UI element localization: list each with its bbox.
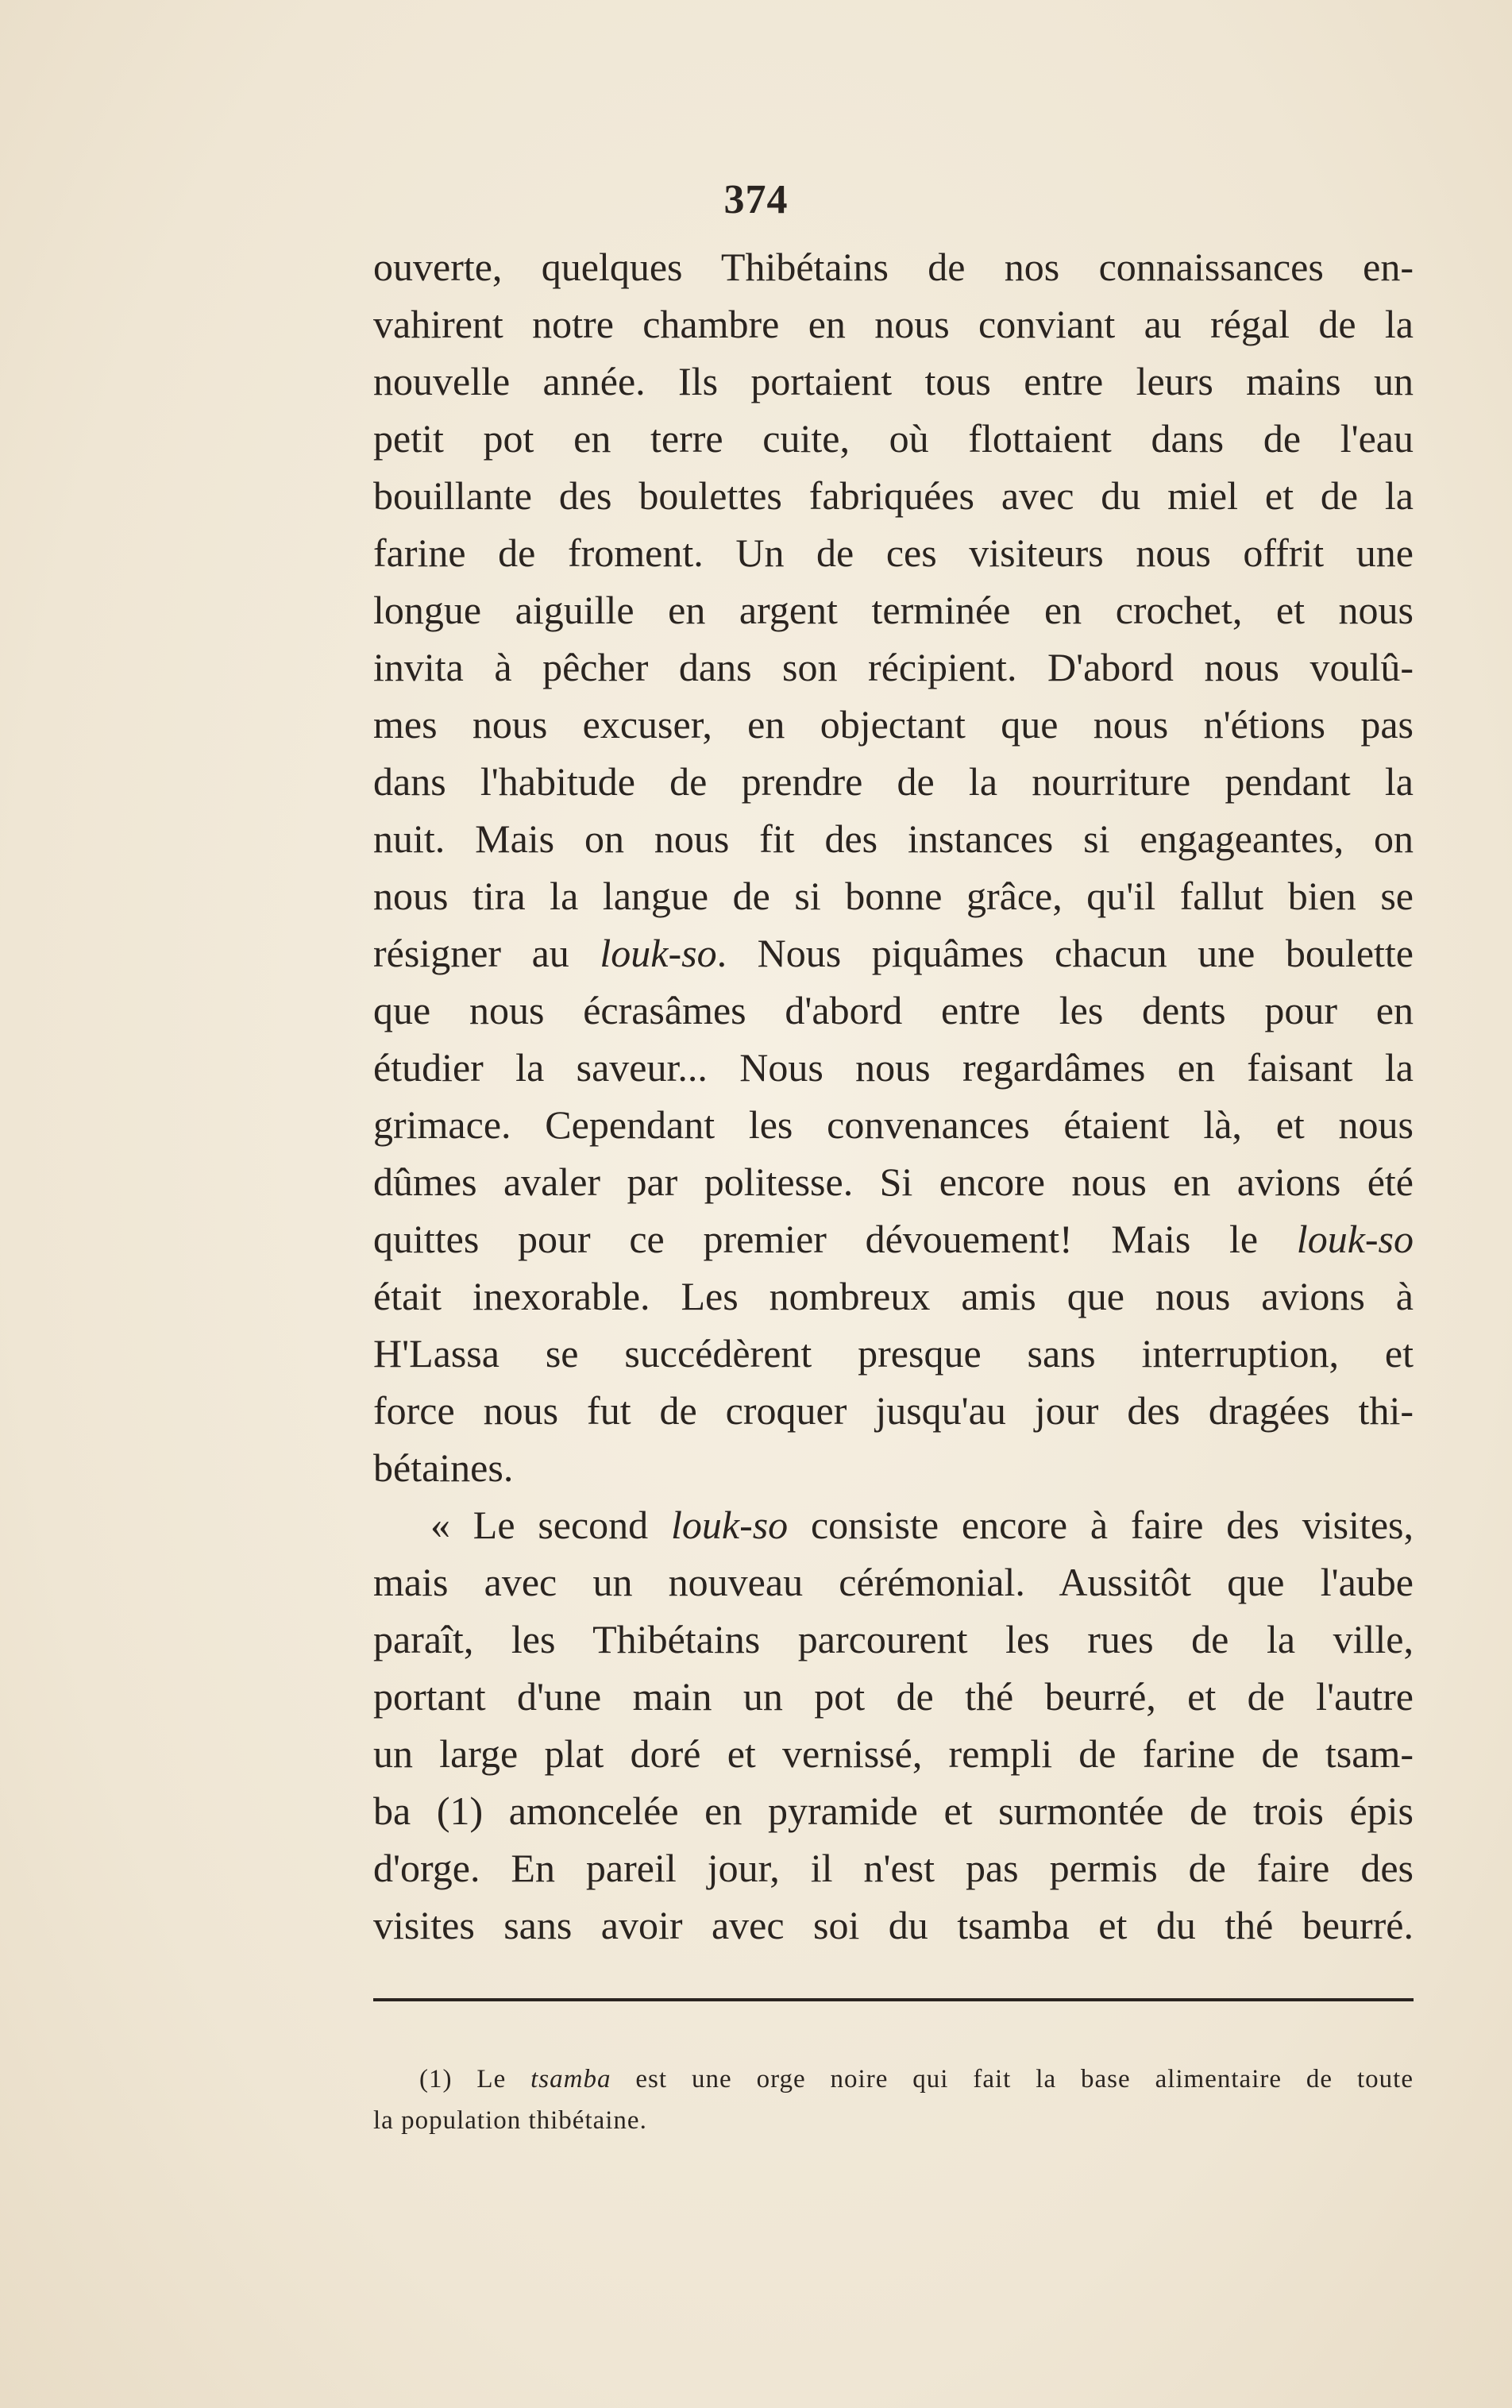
text-line: bouillante des boulettes fabriquées avec du miel et de la xyxy=(373,473,1414,518)
text-line xyxy=(373,924,1414,982)
text-line: H'Lassa se succédèrent presque sans interruption, et xyxy=(373,1331,1414,1376)
text-line: invita à pêcher dans son récipient. D'abord nous voulû- xyxy=(373,645,1414,689)
text-run: « Le second xyxy=(430,1503,671,1547)
italic-term: louk-so xyxy=(670,1503,789,1547)
text-run: (1) Le xyxy=(419,2065,531,2093)
footnote-divider xyxy=(373,1998,1414,2001)
text-line: nouvelle année. Ils portaient tous entre leurs mains un xyxy=(373,359,1414,403)
text-line: mais avec un nouveau cérémonial. Aussitôt que l'aube xyxy=(373,1560,1414,1604)
text-line: bétaines. xyxy=(373,1445,514,1490)
text-line: force nous fut de croquer jusqu'au jour des dragées thi- xyxy=(373,1388,1414,1433)
text-run: quittes pour ce premier dévouement! Mais le xyxy=(373,1217,1297,1261)
footnote xyxy=(373,2059,1414,2141)
text-run: résigner au xyxy=(373,931,600,975)
text-run: consiste encore à faire des visites, xyxy=(788,1503,1414,1547)
text-line: portant d'une main un pot de thé beurré, et de l'autre xyxy=(373,1674,1414,1719)
text-line: d'orge. En pareil jour, il n'est pas permis de faire des xyxy=(373,1846,1414,1890)
text-line: était inexorable. Les nombreux amis que nous avions à xyxy=(373,1274,1414,1318)
text-line: un large plat doré et vernissé, rempli de farine de tsam- xyxy=(373,1731,1414,1776)
footnote-line: la population thibétaine. xyxy=(373,2106,647,2135)
text-line: longue aiguille en argent terminée en crochet, et nous xyxy=(373,588,1414,632)
text-line xyxy=(373,1210,1414,1268)
text-run: est une orge noire qui fait la base alimentaire de toute xyxy=(611,2065,1414,2093)
text-line: ba (1) amoncelée en pyramide et surmontée de trois épis xyxy=(373,1789,1414,1833)
text-run: . Nous piquâmes chacun une boulette xyxy=(716,931,1414,975)
text-line: dans l'habitude de prendre de la nourriture pendant la xyxy=(373,759,1414,804)
footnote-line xyxy=(373,2059,1414,2100)
text-line: étudier la saveur... Nous nous regardâmes en faisant la xyxy=(373,1045,1414,1090)
text-line: nous tira la langue de si bonne grâce, qu'il fallut bien se xyxy=(373,874,1414,918)
text-line: farine de froment. Un de ces visiteurs nous offrit une xyxy=(373,531,1414,575)
text-line: que nous écrasâmes d'abord entre les dents pour en xyxy=(373,988,1414,1032)
text-line: mes nous excuser, en objectant que nous n'étions pas xyxy=(373,702,1414,747)
italic-term: louk-so xyxy=(1296,1217,1414,1261)
text-line: paraît, les Thibétains parcourent les rues de la ville, xyxy=(373,1617,1414,1661)
text-line: grimace. Cependant les convenances étaient là, et nous xyxy=(373,1102,1414,1147)
text-line: ouverte, quelques Thibétains de nos connaissances en- xyxy=(373,245,1414,289)
text-line: dûmes avaler par politesse. Si encore nous en avions été xyxy=(373,1160,1414,1204)
italic-term: louk-so xyxy=(600,931,717,975)
body-text xyxy=(373,238,1414,1954)
text-line xyxy=(373,1496,1414,1553)
text-line: vahirent notre chambre en nous conviant au régal de la xyxy=(373,302,1414,346)
page-number: 374 xyxy=(723,177,789,222)
text-line: visites sans avoir avec soi du tsamba et du thé beurré. xyxy=(373,1903,1414,1947)
text-line: petit pot en terre cuite, où flottaient dans de l'eau xyxy=(373,416,1414,461)
italic-term: tsamba xyxy=(530,2065,611,2093)
text-line: nuit. Mais on nous fit des instances si engageantes, on xyxy=(373,816,1414,861)
